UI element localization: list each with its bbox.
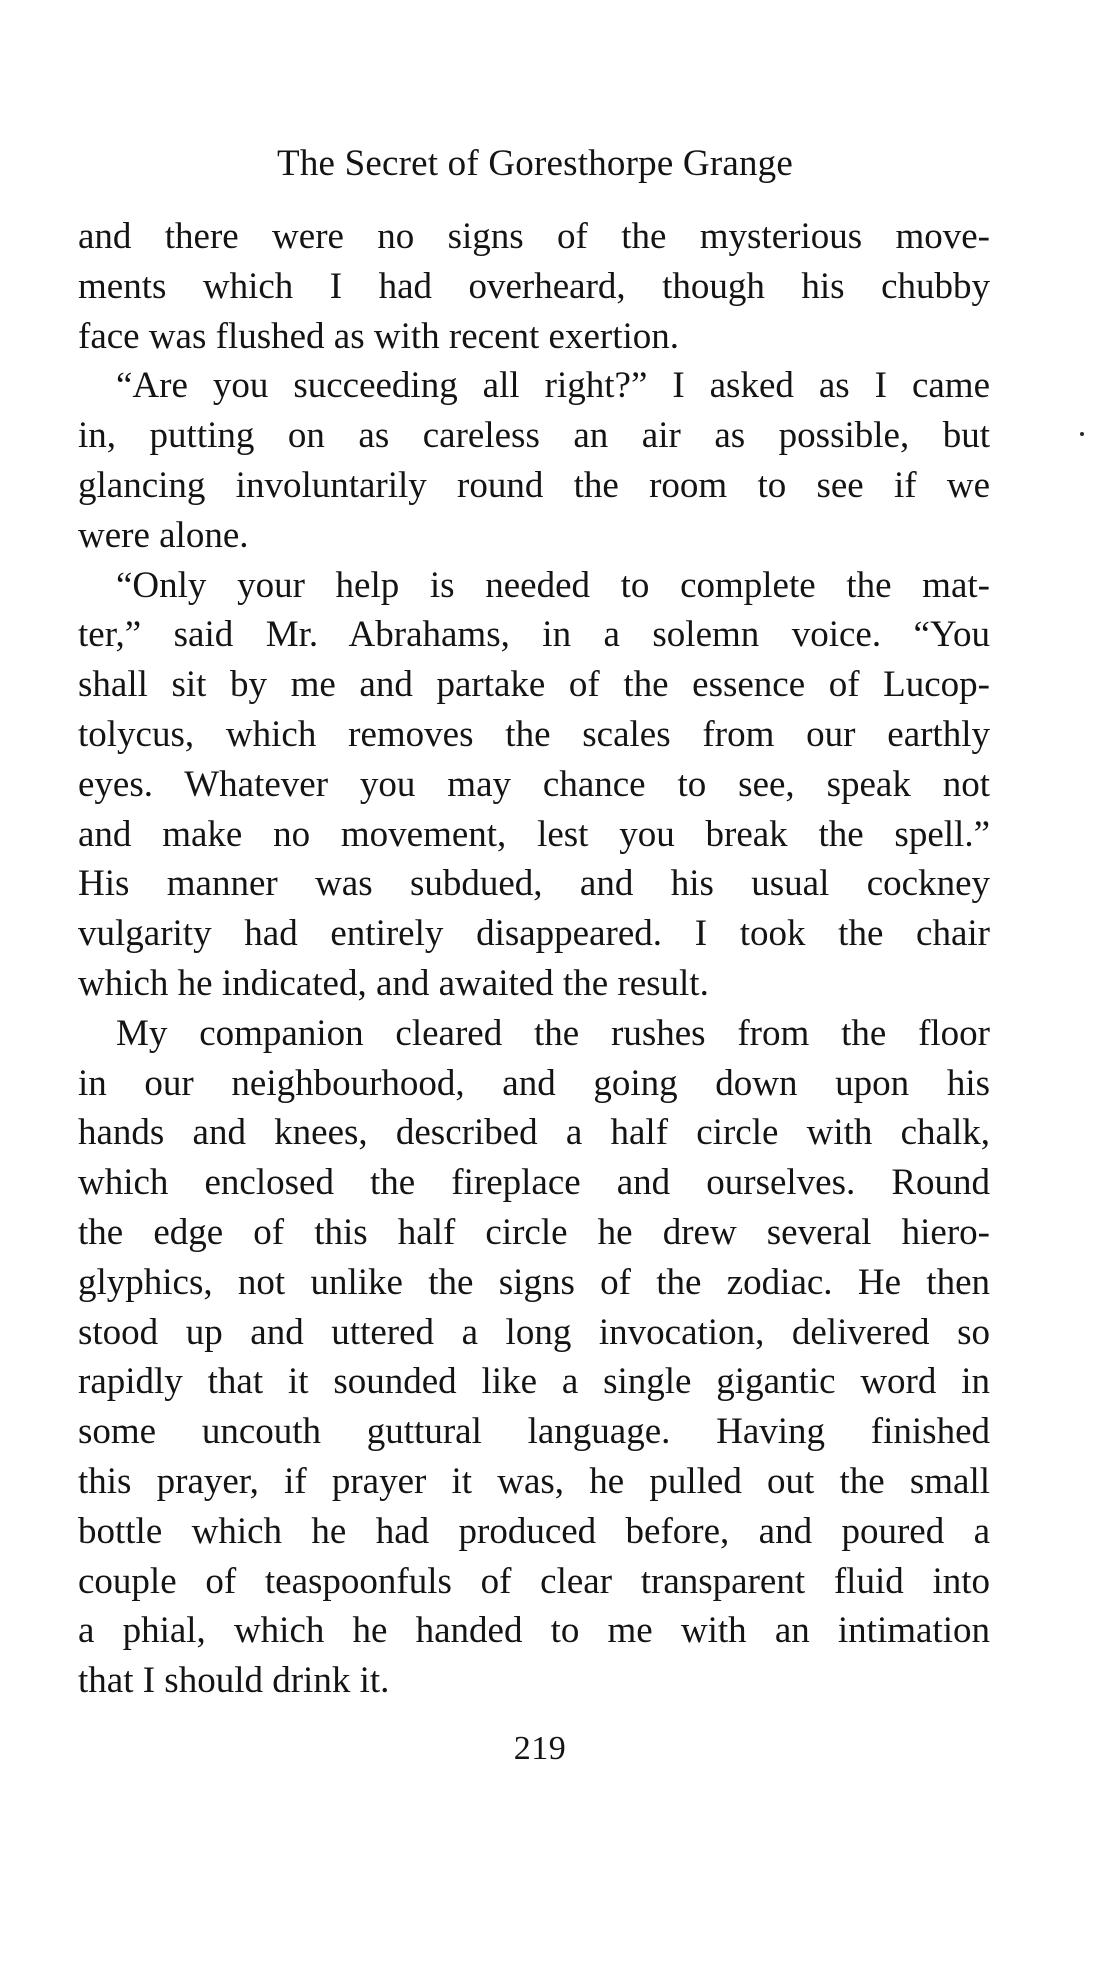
text-line: that I should drink it. — [78, 1660, 390, 1702]
text-line: His manner was subdued, and his usual cockney — [78, 863, 990, 905]
running-head: The Secret of Goresthorpe Grange — [277, 143, 793, 184]
text-line: and there were no signs of the mysterious move- — [78, 216, 990, 257]
paragraph-4 — [78, 1009, 990, 1706]
paragraph-2 — [78, 361, 990, 560]
text-line: “Are you succeeding all right?” I asked as I came — [116, 365, 990, 407]
text-line: and make no movement, lest you break the spell.” — [78, 813, 990, 855]
paragraph-3 — [78, 561, 990, 1009]
text-line: “Only your help is needed to complete the mat- — [116, 564, 990, 606]
paragraph-1 — [78, 212, 990, 361]
text-line: some uncouth guttural language. Having finished — [78, 1411, 990, 1453]
text-line: hands and knees, described a half circle with chalk, — [78, 1112, 990, 1154]
text-line: glancing involuntarily round the room to see if we — [78, 464, 990, 506]
text-line: couple of teaspoonfuls of clear transparent fluid into — [78, 1560, 990, 1602]
text-line: My companion cleared the rushes from the floor — [116, 1012, 990, 1054]
text-line: in, putting on as careless an air as possible, but — [78, 415, 990, 457]
text-line: which enclosed the fireplace and ourselves. Round — [78, 1162, 990, 1204]
body-text — [78, 212, 990, 1706]
text-line: glyphics, not unlike the signs of the zodiac. He then — [78, 1261, 990, 1303]
text-line: were alone. — [78, 514, 249, 556]
text-line: a phial, which he handed to me with an intimation — [78, 1610, 990, 1652]
text-line: face was flushed as with recent exertion. — [78, 315, 679, 357]
stray-ink-mark — [1080, 432, 1084, 436]
text-line: tolycus, which removes the scales from our earthly — [78, 713, 990, 755]
text-line: eyes. Whatever you may chance to see, speak not — [78, 763, 990, 805]
text-line: vulgarity had entirely disappeared. I took the chair — [78, 913, 990, 955]
page-number: 219 — [513, 1730, 567, 1767]
text-line: stood up and uttered a long invocation, delivered so — [78, 1311, 990, 1353]
text-line: ments which I had overheard, though his chubby — [78, 265, 990, 307]
text-line: shall sit by me and partake of the essence of Lucop- — [78, 664, 990, 706]
text-line: which he indicated, and awaited the result. — [78, 962, 709, 1004]
text-line: rapidly that it sounded like a single gigantic word in — [78, 1361, 990, 1403]
text-line: in our neighbourhood, and going down upon his — [78, 1062, 990, 1104]
text-line: this prayer, if prayer it was, he pulled out the small — [78, 1460, 990, 1502]
text-line: the edge of this half circle he drew several hiero- — [78, 1211, 990, 1253]
text-line: bottle which he had produced before, and poured a — [78, 1510, 990, 1552]
text-line: ter,” said Mr. Abrahams, in a solemn voice. “You — [78, 614, 990, 656]
